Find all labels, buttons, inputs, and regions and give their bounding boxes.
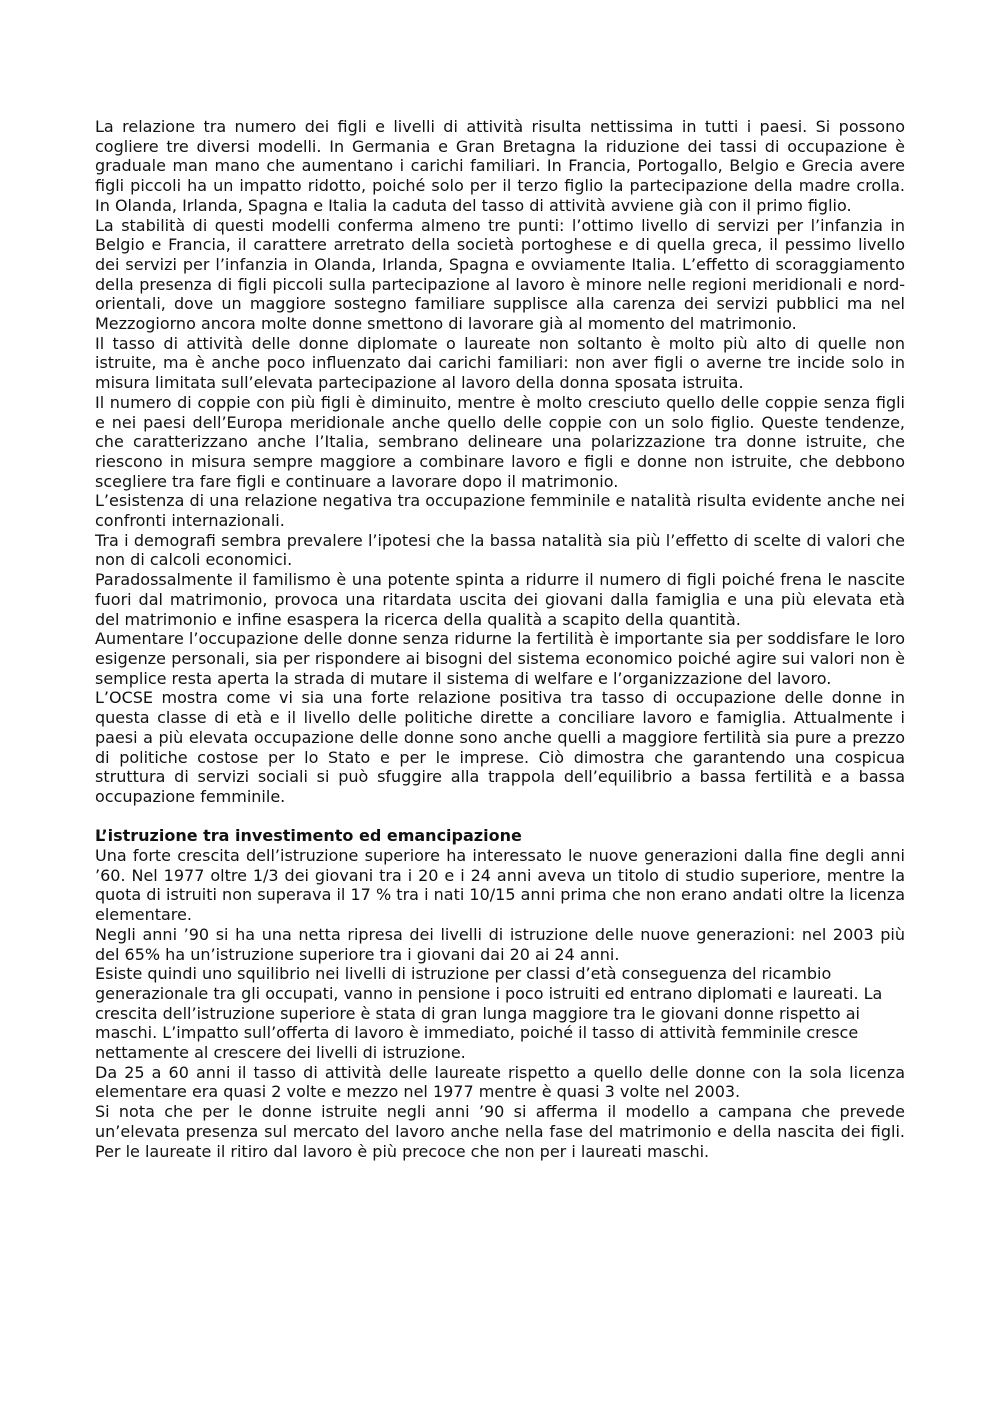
paragraph-couples: Il numero di coppie con più figli è diminuito, mentre è molto cresciuto quello delle coppie senza figli e nei paesi dell’Europa meridionale anche quello delle coppie con un solo figlio. Queste tendenze, che caratterizzano anche l’Italia, sembrano delineare una polarizzazione tra donne istruite, che riescono in misura sempre maggiore a combinare lavoro e figli e donne non istruite, che debbono scegliere tra fare figli e continuare a lavorare dopo il matrimonio.: [95, 392, 905, 491]
paragraph-fertility: Aumentare l’occupazione delle donne senza ridurne la fertilità è importante sia per soddisfare le loro esigenze personali, sia per rispondere ai bisogni del sistema economico poiché agire sui valori non è semplice resta aperta la strada di mutare il sistema di welfare e l’organizzazione del lavoro.: [95, 629, 905, 688]
paragraph-negative-relation: L’esistenza di una relazione negativa tra occupazione femminile e natalità risulta evidente anche nei confronti internazionali.: [95, 491, 905, 531]
paragraph-familism: Paradossalmente il familismo è una potente spinta a ridurre il numero di figli poiché frena le nascite fuori dal matrimonio, provoca una ritardata uscita dei giovani dalla famiglia e una più elevata età del matrimonio e infine esaspera la ricerca della qualità a scapito della quantità.: [95, 570, 905, 629]
paragraph-demographers: Tra i demografi sembra prevalere l’ipotesi che la bassa natalità sia più l’effetto di scelte di valori che non di calcoli economici.: [95, 530, 905, 570]
paragraph-ocse: L’OCSE mostra come vi sia una forte relazione positiva tra tasso di occupazione delle donne in questa classe di età e il livello delle politiche dirette a conciliare lavoro e famiglia. Attualmente i paesi a più elevata occupazione delle donne sono anche quelli a maggiore fertilità sia pure a prezzo di politiche costose per lo Stato e per le imprese. Ciò dimostra che garantendo una cospicua struttura di servizi sociali si può sfuggire alla trappola dell’equilibrio a bassa fertilità e a bassa occupazione femminile.: [95, 688, 905, 806]
paragraph-education-growth: Una forte crescita dell’istruzione superiore ha interessato le nuove generazioni dalla fine degli anni ’60. Nel 1977 oltre 1/3 dei giovani tra i 20 e i 24 anni aveva un titolo di studio superiore, mentre la quota di istruiti non superava il 17 % tra i nati 10/15 anni prima che non erano andati oltre la licenza elementare.: [95, 846, 905, 925]
paragraph-family-models: La relazione tra numero dei figli e livelli di attività risulta nettissima in tutti i paesi. Si possono cogliere tre diversi modelli. In Germania e Gran Bretagna la riduzione dei tassi di occupazione è graduale man mano che aumentano i carichi familiari. In Francia, Portogallo, Belgio e Grecia avere figli piccoli ha un impatto ridotto, poiché solo per il terzo figlio la partecipazione della madre crolla. In Olanda, Irlanda, Spagna e Italia la caduta del tasso di attività avviene già con il primo figlio.: [95, 117, 905, 215]
paragraph-activity-rate: Da 25 a 60 anni il tasso di attività delle laureate rispetto a quello delle donne con la sola licenza elementare era quasi 2 volte e mezzo nel 1977 mentre è quasi 3 volte nel 2003.: [95, 1062, 905, 1102]
paragraph-bell-model: Si nota che per le donne istruite negli anni ’90 si afferma il modello a campana che prevede un’elevata presenza sul mercato del lavoro anche nella fase del matrimonio e della nascita dei figli. Per le laureate il ritiro dal lavoro è più precoce che non per i laureati maschi.: [95, 1102, 905, 1161]
paragraph-educated-women: Il tasso di attività delle donne diplomate o laureate non soltanto è molto più alto di quelle non istruite, ma è anche poco influenzato dai carichi familiari: non aver figli o averne tre incide solo in misura limitata sull’elevata partecipazione al lavoro della donna sposata istruita.: [95, 333, 905, 393]
section-spacer: [95, 807, 905, 827]
paragraph-nineties: Negli anni ’90 si ha una netta ripresa dei livelli di istruzione delle nuove generazioni: nel 2003 più del 65% ha un’istruzione superiore tra i giovani dai 20 ai 24 anni.: [95, 924, 905, 964]
document-page: [95, 117, 905, 1161]
section-heading: L’istruzione tra investimento ed emancipazione: [95, 826, 522, 846]
paragraph-model-stability: La stabilità di questi modelli conferma almeno tre punti: l’ottimo livello di servizi per l’infanzia in Belgio e Francia, il carattere arretrato della società portoghese e di quella greca, il pessimo livello dei servizi per l’infanzia in Olanda, Irlanda, Spagna e ovviamente Italia. L’effetto di scoraggiamento della presenza di figli piccoli sulla partecipazione al lavoro è minore nelle regioni meridionali e nord-orientali, dove un maggiore sostegno familiare supplisce alla carenza dei servizi pubblici ma nel Mezzogiorno ancora molte donne smettono di lavorare già al momento del matrimonio.: [95, 215, 905, 334]
paragraph-imbalance: Esiste quindi uno squilibrio nei livelli di istruzione per classi d’età conseguenza del ricambio generazionale tra gli occupati, vanno in pensione i poco istruiti ed entrano diplomati e laureati. La crescita dell’istruzione superiore è stata di gran lunga maggiore tra le giovani donne rispetto ai maschi. L’impatto sull’offerta di lavoro è immediato, poiché il tasso di attività femminile cresce nettamente al crescere dei livelli di istruzione.: [95, 964, 883, 1063]
